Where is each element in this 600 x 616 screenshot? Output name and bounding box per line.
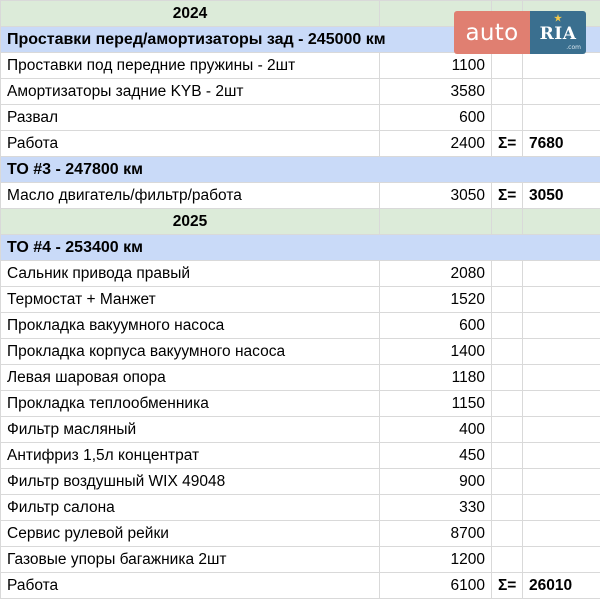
expense-row [1, 417, 600, 443]
expense-row [1, 495, 600, 521]
item-price-cell[interactable]: 1100 [380, 53, 492, 79]
expense-row [1, 131, 600, 157]
section-title-cell[interactable]: ТО #3 - 247800 км [1, 157, 600, 183]
expense-row [1, 547, 600, 573]
sum-total-cell[interactable] [523, 547, 600, 573]
item-name-cell[interactable]: Фильтр масляный [1, 417, 380, 443]
sum-total-cell[interactable] [523, 365, 600, 391]
item-price-cell[interactable]: 600 [380, 313, 492, 339]
item-price-cell[interactable]: 330 [380, 495, 492, 521]
expense-row [1, 183, 600, 209]
item-price-cell[interactable]: 1520 [380, 287, 492, 313]
year-cell[interactable]: 2025 [1, 209, 380, 235]
expense-row [1, 521, 600, 547]
sum-label-cell[interactable] [492, 313, 523, 339]
sum-label-cell[interactable] [492, 261, 523, 287]
sum-total-cell[interactable] [523, 469, 600, 495]
item-price-cell[interactable]: 2400 [380, 131, 492, 157]
watermark-ria [530, 11, 586, 54]
section-title-cell[interactable]: Проставки перед/амортизаторы зад - 245000 км [1, 27, 600, 53]
sum-total-cell[interactable] [523, 79, 600, 105]
item-price-cell[interactable]: 1400 [380, 339, 492, 365]
item-price-cell[interactable]: 8700 [380, 521, 492, 547]
item-price-cell[interactable]: 1150 [380, 391, 492, 417]
sum-label-cell[interactable] [492, 521, 523, 547]
section-header-row [1, 157, 600, 183]
expense-row [1, 469, 600, 495]
expense-row [1, 79, 600, 105]
year-header-row [1, 209, 600, 235]
sum-label-cell[interactable] [492, 391, 523, 417]
expense-row [1, 287, 600, 313]
item-name-cell[interactable]: Фильтр воздушный WIX 49048 [1, 469, 380, 495]
item-price-cell[interactable]: 6100 [380, 573, 492, 599]
sum-label-cell[interactable] [492, 53, 523, 79]
sum-total-cell[interactable] [523, 287, 600, 313]
year-cell[interactable]: 2024 [1, 1, 380, 27]
item-name-cell[interactable]: Масло двигатель/фильтр/работа [1, 183, 380, 209]
empty-cell[interactable] [380, 209, 492, 235]
sum-label-cell[interactable] [492, 443, 523, 469]
sum-total-cell[interactable]: 3050 [523, 183, 600, 209]
sum-total-cell[interactable] [523, 443, 600, 469]
sum-total-cell[interactable] [523, 53, 600, 79]
sum-label-cell[interactable] [492, 417, 523, 443]
item-price-cell[interactable]: 3050 [380, 183, 492, 209]
sum-label-cell[interactable] [492, 469, 523, 495]
section-title-cell[interactable]: ТО #4 - 253400 км [1, 235, 600, 261]
sum-total-cell[interactable] [523, 495, 600, 521]
item-price-cell[interactable]: 900 [380, 469, 492, 495]
item-name-cell[interactable]: Прокладка корпуса вакуумного насоса [1, 339, 380, 365]
item-name-cell[interactable]: Развал [1, 105, 380, 131]
sum-label-cell[interactable]: Σ= [492, 573, 523, 599]
sum-total-cell[interactable]: 26010 [523, 573, 600, 599]
expense-row [1, 53, 600, 79]
item-price-cell[interactable]: 1180 [380, 365, 492, 391]
item-name-cell[interactable]: Термостат + Манжет [1, 287, 380, 313]
sum-label-cell[interactable] [492, 105, 523, 131]
item-price-cell[interactable]: 3580 [380, 79, 492, 105]
expense-row [1, 261, 600, 287]
expense-row [1, 573, 600, 599]
item-price-cell[interactable]: 2080 [380, 261, 492, 287]
sum-total-cell[interactable] [523, 521, 600, 547]
item-name-cell[interactable]: Проставки под передние пружины - 2шт [1, 53, 380, 79]
watermark-auto: auto [454, 11, 530, 54]
item-price-cell[interactable]: 600 [380, 105, 492, 131]
section-header-row [1, 235, 600, 261]
expense-row [1, 365, 600, 391]
sum-total-cell[interactable] [523, 313, 600, 339]
item-name-cell[interactable]: Сальник привода правый [1, 261, 380, 287]
expense-row [1, 105, 600, 131]
sum-label-cell[interactable]: Σ= [492, 183, 523, 209]
sum-label-cell[interactable] [492, 287, 523, 313]
empty-cell[interactable] [523, 209, 600, 235]
item-name-cell[interactable]: Прокладка теплообменника [1, 391, 380, 417]
item-name-cell[interactable]: Газовые упоры багажника 2шт [1, 547, 380, 573]
item-name-cell[interactable]: Амортизаторы задние KYB - 2шт [1, 79, 380, 105]
expense-row [1, 443, 600, 469]
sum-total-cell[interactable]: 7680 [523, 131, 600, 157]
sum-label-cell[interactable] [492, 339, 523, 365]
sum-label-cell[interactable] [492, 365, 523, 391]
item-price-cell[interactable]: 1200 [380, 547, 492, 573]
item-name-cell[interactable]: Работа [1, 131, 380, 157]
expense-row [1, 339, 600, 365]
autoria-watermark [454, 11, 586, 54]
item-name-cell[interactable]: Антифриз 1,5л концентрат [1, 443, 380, 469]
item-name-cell[interactable]: Фильтр салона [1, 495, 380, 521]
watermark-ria-text: RIA [539, 23, 577, 44]
sum-total-cell[interactable] [523, 339, 600, 365]
expense-row [1, 391, 600, 417]
sum-total-cell[interactable] [523, 391, 600, 417]
item-price-cell[interactable]: 400 [380, 417, 492, 443]
item-name-cell[interactable]: Сервис рулевой рейки [1, 521, 380, 547]
sum-label-cell[interactable] [492, 547, 523, 573]
item-name-cell[interactable]: Прокладка вакуумного насоса [1, 313, 380, 339]
sum-label-cell[interactable] [492, 495, 523, 521]
sum-total-cell[interactable] [523, 417, 600, 443]
empty-cell[interactable] [492, 209, 523, 235]
expense-row [1, 313, 600, 339]
sum-total-cell[interactable] [523, 105, 600, 131]
item-name-cell[interactable]: Работа [1, 573, 380, 599]
watermark-com: .com [566, 44, 581, 51]
item-name-cell[interactable]: Левая шаровая опора [1, 365, 380, 391]
sum-label-cell[interactable]: Σ= [492, 131, 523, 157]
item-price-cell[interactable]: 450 [380, 443, 492, 469]
sum-label-cell[interactable] [492, 79, 523, 105]
star-icon [554, 14, 562, 22]
sum-total-cell[interactable] [523, 261, 600, 287]
